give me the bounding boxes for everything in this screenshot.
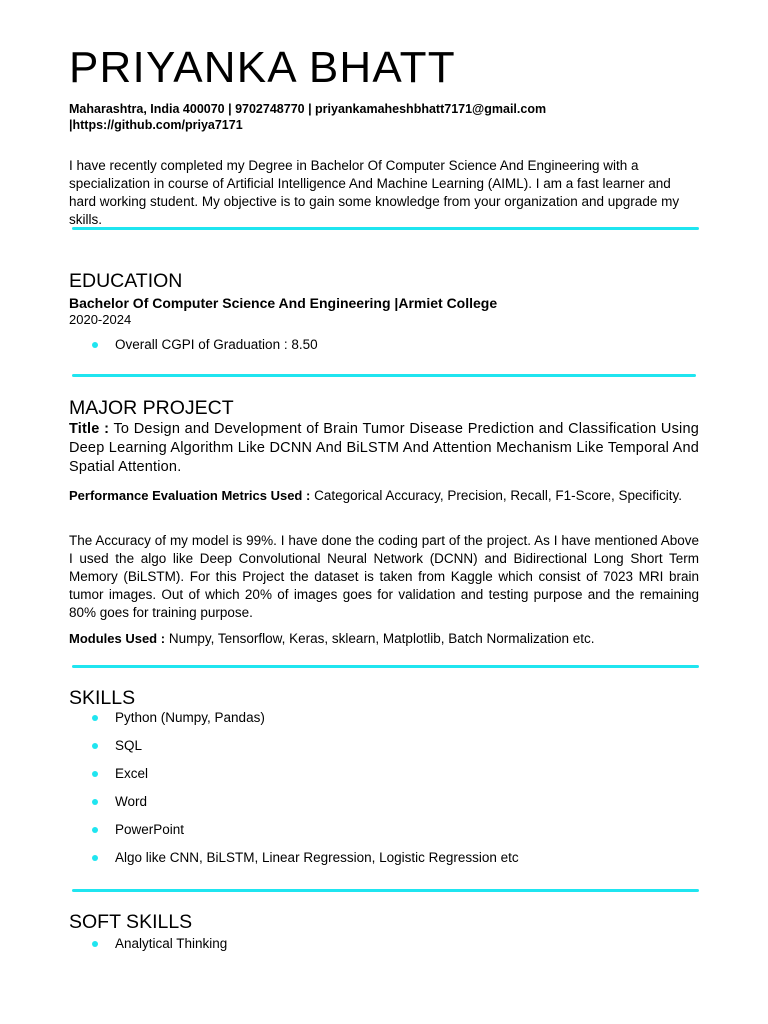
metrics-label: Performance Evaluation Metrics Used : (69, 488, 311, 503)
bullet-icon (92, 855, 98, 861)
list-item (69, 765, 699, 783)
project-title-label: Title : (69, 421, 110, 437)
project-modules (69, 630, 699, 648)
section-divider (72, 889, 699, 892)
soft-skills-heading: SOFT SKILLS (69, 911, 193, 933)
education-heading: EDUCATION (69, 270, 183, 292)
education-years: 2020-2024 (69, 312, 132, 327)
skills-list (69, 709, 699, 867)
section-divider (72, 227, 699, 230)
bullet-icon (92, 342, 98, 348)
metrics-text: Categorical Accuracy, Precision, Recall, F1-Score, Specificity. (314, 488, 682, 503)
education-degree: Bachelor Of Computer Science And Engineering |Armiet College (69, 295, 498, 311)
bullet-icon (92, 799, 98, 805)
project-heading: MAJOR PROJECT (69, 397, 234, 419)
skill-item: SQL (115, 738, 143, 753)
soft-skills-list (69, 935, 699, 953)
list-item (69, 821, 699, 839)
bullet-icon (92, 771, 98, 777)
modules-label: Modules Used : (69, 631, 166, 646)
list-item (69, 935, 699, 953)
candidate-name: PRIYANKA BHATT (69, 43, 456, 92)
skill-item: Python (Numpy, Pandas) (115, 710, 265, 725)
project-description: The Accuracy of my model is 99%. I have done the coding part of the project. As I have mentioned Above I used the algo like Deep Convolutional Neural Network (DCNN) and Bidirectional Long Short Term Memory (BiLSTM). For this Project the dataset is taken from Kaggle which consist of 7023 MRI brain tumor images. Out of which 20% of images goes for validation and testing purpose and the remaining 80% goes for training purpose. (69, 533, 699, 620)
contact-line-address-phone-email: Maharashtra, India 400070 | 9702748770 | priyankamaheshbhatt7171@gmail.com (69, 102, 547, 116)
education-list (69, 336, 699, 354)
list-item (69, 793, 699, 811)
section-divider (72, 665, 699, 668)
bullet-icon (92, 827, 98, 833)
skill-item: Word (115, 794, 148, 809)
list-item (69, 849, 699, 867)
project-title (69, 420, 699, 477)
section-divider (72, 374, 696, 377)
project-title-text: To Design and Development of Brain Tumor Disease Prediction and Classification Using Deep Learning Algorithm Like DCNN And BiLSTM And Attention Mechanism Like Temporal And Spatial Attention. (69, 421, 699, 475)
skill-item: Algo like CNN, BiLSTM, Linear Regression, Logistic Regression etc (115, 850, 519, 865)
contact-info (69, 101, 699, 133)
bullet-icon (92, 715, 98, 721)
skill-item: Excel (115, 766, 149, 781)
modules-text: Numpy, Tensorflow, Keras, sklearn, Matplotlib, Batch Normalization etc. (168, 631, 595, 646)
contact-line-github: |https://github.com/priya7171 (69, 118, 243, 132)
list-item (69, 709, 699, 727)
project-metrics (69, 487, 699, 505)
skills-heading: SKILLS (69, 687, 136, 709)
bullet-icon (92, 743, 98, 749)
skill-item: PowerPoint (115, 822, 185, 837)
soft-skill-item: Analytical Thinking (115, 936, 228, 951)
bullet-icon (92, 941, 98, 947)
list-item (69, 336, 699, 354)
education-item-cgpi: Overall CGPI of Graduation : 8.50 (115, 337, 318, 352)
objective-text: I have recently completed my Degree in Bachelor Of Computer Science And Engineering with a specialization in course of Artificial Intelligence And Machine Learning (AIML). I am a fast learner and hard working student. My objective is to gain some knowledge from your organization and upgrade my skills. (69, 158, 680, 227)
list-item (69, 737, 699, 755)
